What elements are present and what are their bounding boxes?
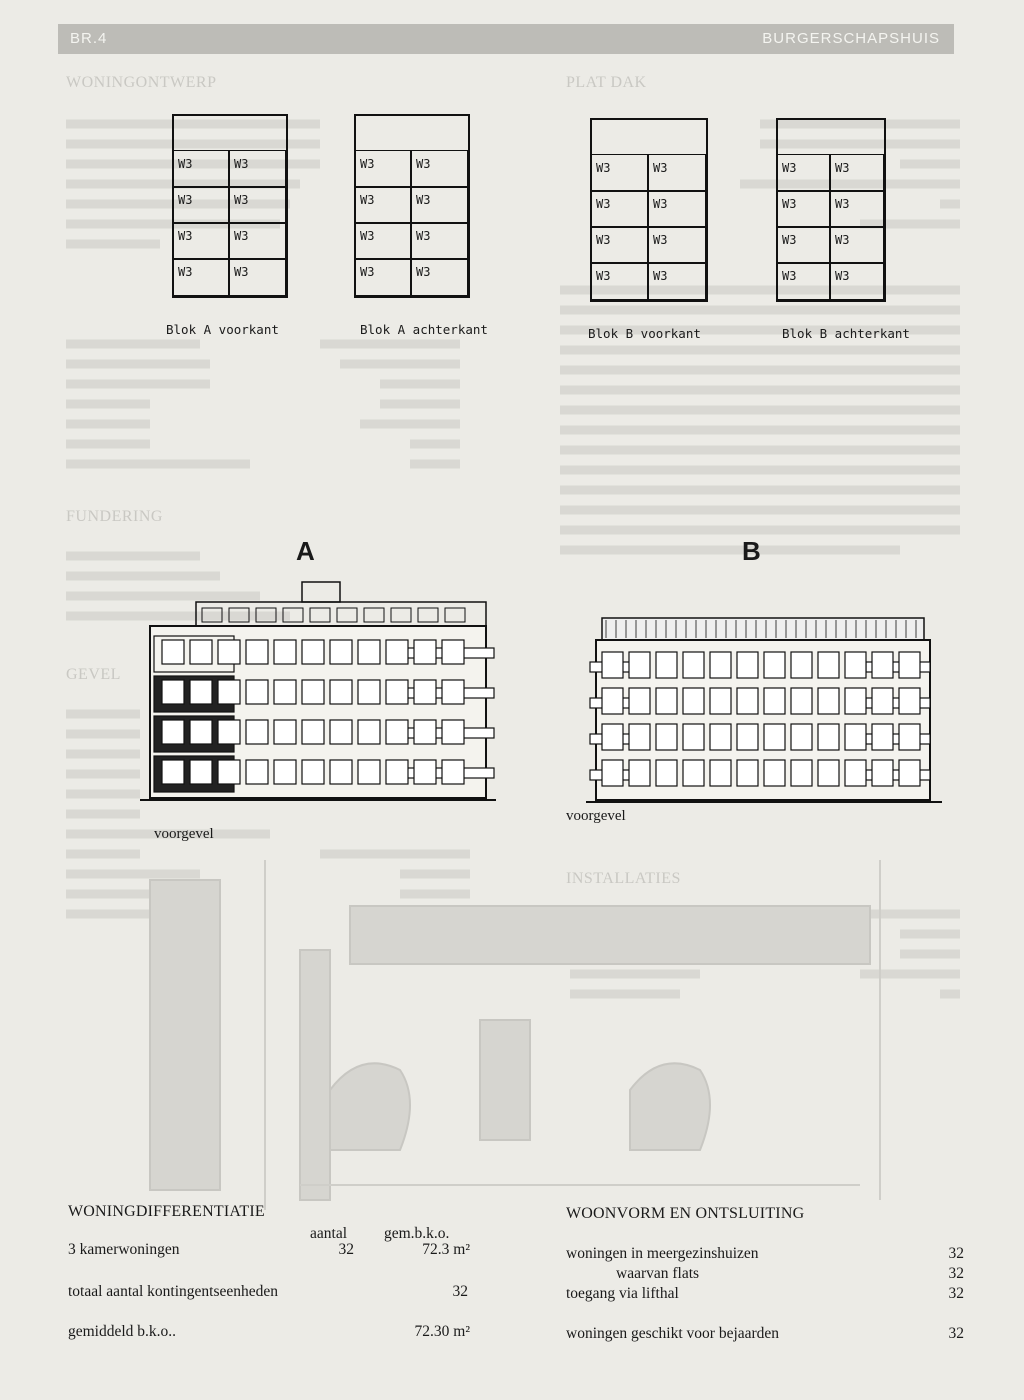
top-window [391,608,411,622]
window [302,640,324,664]
window [414,680,436,704]
ghost-heading-woningontwerp: WONINGONTWERP [66,74,217,91]
window [764,760,785,786]
facade-b-caption: voorgevel [566,808,626,824]
window [162,760,184,784]
window [872,688,893,714]
col-head-aantal: aantal [310,1225,348,1242]
ghost-heading-gevel: GEVEL [66,666,121,683]
window [602,760,623,786]
window [274,640,296,664]
unit-cell: W3 [829,154,884,192]
row-totaal-kontingent-label: totaal aantal kontingentseenheden [68,1283,279,1300]
window [218,720,240,744]
top-window [418,608,438,622]
window [872,652,893,678]
unit-cell: W3 [228,258,286,296]
window [190,640,212,664]
window [246,760,268,784]
window [162,680,184,704]
window [442,680,464,704]
window [442,640,464,664]
window [764,652,785,678]
top-window [283,608,303,622]
window [218,680,240,704]
unit-cell: W3 [647,262,706,300]
window [330,640,352,664]
unit-cell: W3 [647,190,706,228]
window [710,688,731,714]
row-3-kamerwoningen-gem: 72.3 m² [422,1241,470,1258]
window [190,680,212,704]
row-3-kamerwoningen-label: 3 kamerwoningen [68,1241,180,1258]
top-window [337,608,357,622]
window [710,724,731,750]
unit-cell: W3 [776,262,831,300]
header-left-label: BR.4 [70,30,108,47]
block-diagram-caption: Blok A achterkant [360,322,488,337]
window [791,688,812,714]
unit-cell: W3 [776,154,831,192]
window [683,760,704,786]
window [218,640,240,664]
window [872,760,893,786]
window [791,724,812,750]
window [442,760,464,784]
window [656,652,677,678]
window [899,688,920,714]
window [710,652,731,678]
woonvorm-title: WOONVORM EN ONTSLUITING [566,1205,805,1222]
unit-cell: W3 [172,258,230,296]
unit-cell: W3 [647,226,706,264]
window [764,688,785,714]
window [629,652,650,678]
window [872,724,893,750]
window [246,640,268,664]
window [274,760,296,784]
unit-cell: W3 [228,150,286,188]
window [330,680,352,704]
window [218,760,240,784]
col-head-gem-bko: gem.b.k.o. [384,1225,450,1242]
window [602,652,623,678]
window [414,640,436,664]
window [386,680,408,704]
unit-cell: W3 [776,226,831,264]
window [442,720,464,744]
ghost-heading-platdak: PLAT DAK [566,74,647,91]
row-waarvan-flats-value: 32 [948,1265,964,1282]
unit-cell: W3 [590,190,649,228]
top-window [202,608,222,622]
window [386,760,408,784]
window [274,720,296,744]
unit-cell: W3 [776,190,831,228]
window [791,760,812,786]
window [818,760,839,786]
top-window [229,608,249,622]
top-window [445,608,465,622]
window [302,680,324,704]
window [414,720,436,744]
top-window [310,608,330,622]
window [683,724,704,750]
window [845,760,866,786]
window [246,720,268,744]
block-diagram-caption: Blok A voorkant [166,322,279,337]
window [818,724,839,750]
window [414,760,436,784]
row-meergezinshuizen-label: woningen in meergezinshuizen [566,1245,759,1262]
window [845,688,866,714]
top-window [256,608,276,622]
header-right-label: BURGERSCHAPSHUIS [762,30,940,47]
unit-cell: W3 [590,226,649,264]
unit-cell: W3 [354,258,412,296]
ghost-heading-installaties: INSTALLATIES [566,870,681,887]
window [845,724,866,750]
unit-cell: W3 [172,186,230,224]
unit-cell: W3 [410,258,468,296]
window [386,720,408,744]
row-3-kamerwoningen-aantal: 32 [338,1241,354,1258]
unit-cell: W3 [228,186,286,224]
window [190,760,212,784]
window [737,688,758,714]
window [302,760,324,784]
window [737,760,758,786]
unit-cell: W3 [410,186,468,224]
unit-cell: W3 [172,150,230,188]
row-bejaarden-value: 32 [948,1325,964,1342]
window [737,724,758,750]
block-diagram-caption: Blok B achterkant [782,326,910,341]
window [629,760,650,786]
ghost-heading-fundering: FUNDERING [66,508,163,525]
window [899,760,920,786]
unit-cell: W3 [354,222,412,260]
row-lifthal-value: 32 [948,1285,964,1302]
woningdifferentiatie-title: WONINGDIFFERENTIATIE [68,1203,265,1220]
window [656,724,677,750]
window [899,724,920,750]
window [274,680,296,704]
row-gemiddeld-bko-label: gemiddeld b.k.o.. [68,1323,177,1340]
row-lifthal-label: toegang via lifthal [566,1285,679,1302]
row-waarvan-flats-label: waarvan flats [616,1265,700,1282]
window [818,688,839,714]
window [358,760,380,784]
block-diagram-caption: Blok B voorkant [588,326,701,341]
roof-box [302,582,340,602]
window [683,688,704,714]
window [656,688,677,714]
window [330,720,352,744]
window [899,652,920,678]
unit-cell: W3 [410,150,468,188]
unit-cell: W3 [647,154,706,192]
window [302,720,324,744]
window [818,652,839,678]
window [656,760,677,786]
row-meergezinshuizen-value: 32 [948,1245,964,1262]
window [602,688,623,714]
window [190,720,212,744]
window [737,652,758,678]
window [330,760,352,784]
window [602,724,623,750]
window [629,688,650,714]
unit-cell: W3 [228,222,286,260]
unit-cell: W3 [829,226,884,264]
window [358,720,380,744]
window [764,724,785,750]
facade-a-letter: A [296,536,315,566]
row-bejaarden-label: woningen geschikt voor bejaarden [566,1325,780,1342]
facade-a-caption: voorgevel [154,826,214,842]
unit-cell: W3 [590,154,649,192]
window [629,724,650,750]
facade-b-drawing [586,610,946,810]
unit-cell: W3 [590,262,649,300]
unit-cell: W3 [354,150,412,188]
unit-cell: W3 [410,222,468,260]
window [710,760,731,786]
unit-cell: W3 [829,190,884,228]
window [683,652,704,678]
row-gemiddeld-bko-value: 72.30 m² [414,1323,470,1340]
window [162,720,184,744]
top-window [364,608,384,622]
window [386,640,408,664]
window [162,640,184,664]
unit-cell: W3 [829,262,884,300]
facade-a-drawing [140,578,500,818]
window [791,652,812,678]
window [358,640,380,664]
facade-b-letter: B [742,536,761,566]
window [358,680,380,704]
window [246,680,268,704]
window [845,652,866,678]
unit-cell: W3 [354,186,412,224]
unit-cell: W3 [172,222,230,260]
row-totaal-kontingent-value: 32 [452,1283,468,1300]
